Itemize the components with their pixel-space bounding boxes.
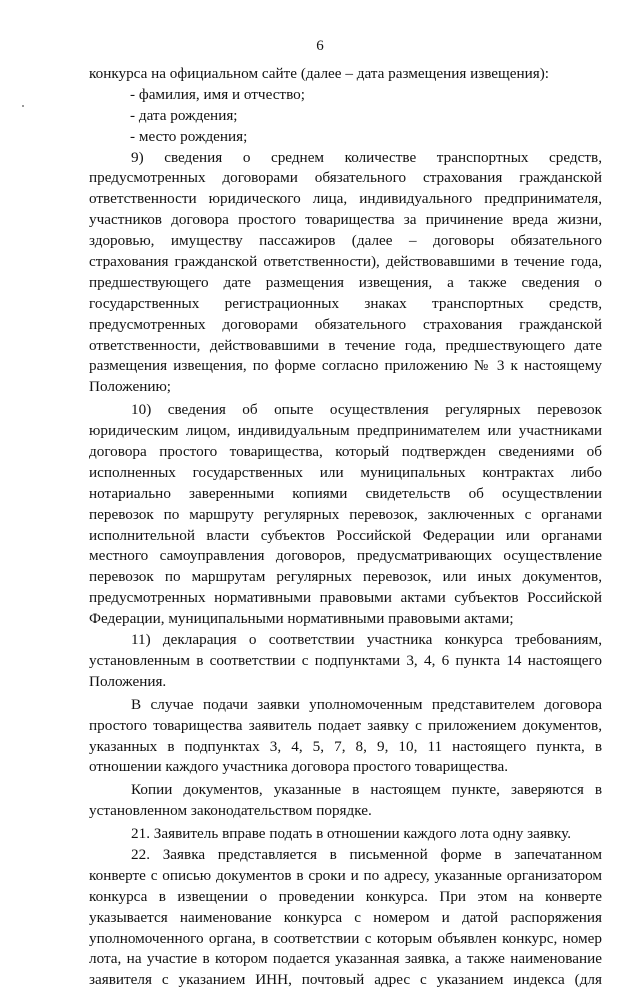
text-line: размещения извещения, по форме согласно приложению № 3 к настоящему: [89, 357, 602, 375]
margin-dot: [22, 105, 24, 107]
text-line: 11) декларация о соответствии участника конкурса требованиям,: [131, 631, 602, 649]
text-line: Копии документов, указанные в настоящем пункте, заверяются в: [131, 781, 602, 799]
text-line: 10) сведения об опыте осуществления регулярных перевозок: [131, 401, 602, 419]
text-line: юридическим лицом, индивидуальным предпринимателем или участниками: [89, 422, 602, 440]
text-line: простого товарищества заявитель подает заявку с приложением документов,: [89, 716, 602, 734]
text-line: предшествующего дате размещения извещения, а также сведения о: [89, 273, 602, 291]
list-item: - дата рождения;: [130, 106, 238, 124]
text-line: Положению;: [89, 378, 172, 396]
text-line: ответственности юридического лица, индивидуального предпринимателя,: [89, 190, 602, 208]
text-line: участников договора простого товарищества за причинение вреда жизни,: [89, 211, 602, 229]
text-line: установленным в соответствии с подпунктами 3, 4, 6 пункта 14 настоящего: [89, 651, 602, 669]
body-text: [89, 64, 602, 991]
text-line: конверте с описью документов в сроки и по адресу, указанные организатором: [89, 866, 602, 884]
text-line: 9) сведения о среднем количестве транспортных средств,: [131, 148, 602, 166]
text-line: исполненных государственных или муниципальных контрактах либо: [89, 463, 602, 481]
text-line: указывается наименование конкурса с номером и датой распоряжения: [89, 908, 602, 926]
text-line: указанных в подпунктах 3, 4, 5, 7, 8, 9, 10, 11 настоящего пункта, в: [89, 737, 602, 755]
text-line: предусмотренных договорами обязательного страхования гражданской: [89, 169, 602, 187]
text-line: страхования гражданской ответственности), действовавшими в течение года,: [89, 253, 602, 271]
text-line: Федерации, муниципальными нормативными правовыми актами;: [89, 610, 514, 628]
text-line: здоровью, имуществу пассажиров (далее – договоры обязательного: [89, 232, 602, 250]
list-item: - фамилия, имя и отчество;: [130, 85, 305, 103]
text-line: ответственности, действовавшими в течение года, предшествующего дате: [89, 336, 602, 354]
text-line: договора простого товарищества, который подтвержден сведениями об: [89, 443, 602, 461]
text-line: конкурса на официальном сайте (далее – дата размещения извещения):: [89, 65, 550, 82]
text-line: предусмотренных договорами обязательного страхования гражданской: [89, 315, 602, 333]
text-line: исполнительной власти субъектов Российской Федерации или органами: [89, 526, 602, 544]
list-item: - место рождения;: [130, 127, 248, 145]
text-line: 22. Заявка представляется в письменной форме в запечатанном: [131, 845, 602, 863]
text-line: В случае подачи заявки уполномоченным представителем договора: [131, 695, 602, 713]
page-number: 6: [316, 38, 324, 54]
text-line: местного самоуправления договоров, предусматривающих осуществление: [89, 547, 602, 565]
text-line: отношении каждого участника договора простого товарищества.: [89, 758, 509, 776]
text-line: 21. Заявитель вправе подать в отношении каждого лота одну заявку.: [131, 825, 572, 843]
text-line: заявителя с указанием ИНН, почтовый адрес с указанием индекса (для: [89, 971, 602, 989]
text-line: предусмотренных нормативными правовыми актами субъектов Российской: [89, 589, 602, 607]
text-line: уполномоченного органа, в соответствии с которым объявлен конкурс, номер: [89, 929, 602, 947]
text-line: перевозок по маршруту регулярных перевозок, заключенных с органами: [89, 505, 602, 523]
text-line: Положения.: [89, 672, 167, 690]
text-line: установленном законодательством порядке.: [89, 802, 372, 820]
text-line: конкурса в извещении о проведении конкурса. При этом на конверте: [89, 887, 602, 905]
text-line: государственных регистрационных знаках транспортных средств,: [89, 294, 602, 312]
text-line: лота, на участие в котором подается указанная заявка, а также наименование: [89, 950, 602, 968]
text-line: нотариально заверенными копиями свидетельств об осуществлении: [89, 484, 602, 502]
text-line: перевозок по маршрутам регулярных перевозок, или иных документов,: [89, 568, 602, 586]
